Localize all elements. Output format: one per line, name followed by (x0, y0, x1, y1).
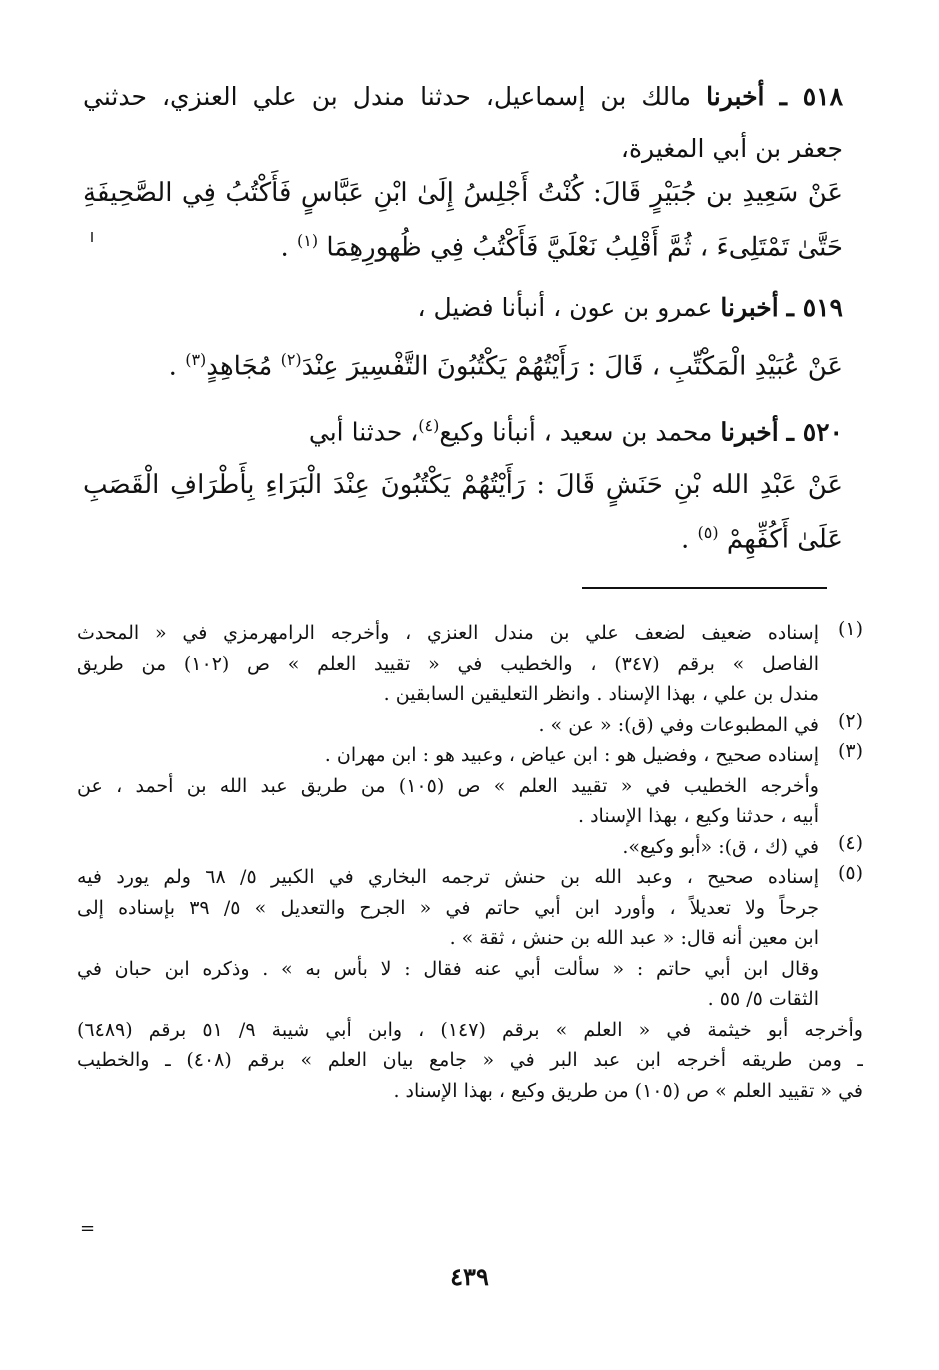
footnote-ref: (٤) (418, 416, 440, 436)
footnote-line: مندل بن علي ، بهذا الإسناد . وانظر التعليقين السابقين . (383, 683, 819, 705)
lead-word: أخبرنا (720, 417, 779, 447)
hadith-number: ٥١٩ ـ (786, 292, 843, 322)
footnote-line: ابن معين أنه قال: « عبد الله بن حنش ، ثقة » . (449, 927, 819, 949)
matn-text: عَنْ عُبَيْدِ الْمَكْتِّبِ ، قَالَ : رَأَيْتُهُمْ يَكْتُبُونَ التَّفْسِيرَ عِنْدَ (301, 351, 843, 382)
matn-end: . (280, 232, 297, 263)
footnote-line: إسناده صحيح ، وفضيل هو : ابن عياض ، وعبيد هو : ابن مهران . (324, 744, 819, 766)
matn-text: مُجَاهِدٍ (206, 351, 281, 382)
footnote-line: أبيه ، حدثنا وكيع ، بهذا الإسناد . (578, 805, 819, 827)
footnote-line: وأخرجه أبو خيثمة في « العلم » برقم (١٤٧) ، وابن أبي شيبة ٩/ ٥١ برقم (٦٤٨٩) (77, 1018, 863, 1041)
footnote-3 (77, 740, 863, 832)
hadith-518 (83, 82, 843, 263)
footnote-number: (٥) (837, 862, 863, 884)
hadith-number: ٥٢٠ ـ (786, 417, 843, 447)
footnote-line: إسناده ضعيف لضعف علي بن مندل العنزي ، وأخرجه الرامهرمزي في « المحدث (77, 622, 819, 644)
footnote-ref: (٥) (697, 522, 719, 542)
footnote-2 (77, 710, 863, 741)
isnad-text: ، حدثنا أبي (308, 417, 419, 447)
continuation-mark: = (80, 1218, 96, 1239)
matn-end: . (681, 524, 698, 555)
isnad-text: مالك بن إسماعيل، حدثنا مندل بن علي العنزي، حدثني (83, 82, 692, 111)
hadith-text (83, 82, 843, 554)
isnad-line (83, 82, 843, 112)
footnote-4 (77, 832, 863, 863)
matn-end: . (168, 351, 186, 382)
lead-word: أخبرنا (720, 292, 779, 322)
footnote-line: في « تقييد العلم » ص (١٠٥) من طريق وكيع ، بهذا الإسناد . (393, 1079, 863, 1102)
footnote-5-continued (77, 954, 863, 1107)
footnote-number: (٤) (837, 831, 863, 854)
matn-line (83, 518, 843, 555)
matn-text: حَتَّىٰ تَمْتَلِىءَ ، ثُمَّ أَقْلِبُ نَعْلَيَّ فَأَكْتُبُ فِي ظُهورِهِمَا (326, 232, 843, 263)
hadith-519 (83, 293, 843, 382)
isnad-line (83, 293, 843, 323)
footnote-line: وأخرجه الخطيب في « تقييد العلم » ص (١٠٥) من طريق عبد الله بن أحمد ، عن (77, 774, 819, 797)
footnote-line: وقال ابن أبي حاتم : « سألت أبي عنه فقال : لا بأس به » . وذكره ابن حبان في (77, 957, 819, 980)
hadith-number: ٥١٨ ـ (779, 82, 844, 111)
isnad-line (83, 411, 843, 447)
footnote-line: في المطبوعات وفي (ق): « عن » . (538, 713, 819, 736)
matn-line: عَنْ عَبْدِ الله بْنِ حَنَشٍ قَالَ : رَأَيْتُهُمْ يَكْتُبُونَ عِنْدَ الْبَرَاءِ بِأَطْرَافِ الْقَصَبِ (83, 469, 843, 500)
isnad-text: محمد بن سعيد ، أنبأنا وكيع (439, 417, 713, 447)
footnote-line: في (ك ، ق): «أبو وكيع». (622, 835, 819, 858)
footnote-line: إسناده صحيح ، وعبد الله بن حنش ترجمه البخاري في الكبير ٥/ ٦٨ ولم يورد فيه (77, 866, 819, 888)
footnote-ref: (٢) (280, 349, 302, 369)
footnotes (77, 618, 863, 1106)
footnote-line: الثقات ٥/ ٥٥ . (707, 988, 819, 1010)
footnote-number: (١) (837, 618, 863, 640)
matn-line (83, 226, 843, 263)
lead-word: أخبرنا (706, 82, 765, 111)
matn-text: عَلَىٰ أَكُفِّهِمْ (726, 524, 843, 555)
margin-mark (91, 232, 93, 242)
isnad-line: جعفر بن أبي المغيرة، (620, 134, 843, 163)
page-number: ٤٣٩ (450, 1262, 489, 1291)
footnote-number: (٢) (837, 709, 863, 732)
matn-line: عَنْ سَعِيدِ بن جُبَيْرٍ قَالَ: كُنْتُ أَجْلِسُ إِلَىٰ ابْنِ عَبَّاسٍ فَأَكْتُبُ فِي الصَّحِيفَةِ (83, 178, 843, 208)
footnote-ref: (٣) (185, 349, 207, 369)
footnote-separator (582, 587, 827, 589)
isnad-text: عمرو بن عون ، أنبأنا فضيل ، (417, 292, 713, 322)
footnote-5 (77, 862, 863, 954)
footnote-line: الفاصل » برقم (٣٤٧) ، والخطيب في « تقييد العلم » ص (١٠٢) من طريق (77, 652, 819, 675)
footnote-ref: (١) (297, 231, 319, 250)
matn-line (83, 345, 843, 382)
footnote-line: ـ ومن طريقه أخرجه ابن عبد البر في « جامع بيان العلم » برقم (٤٠٨) ـ والخطيب (77, 1049, 863, 1071)
hadith-520 (83, 411, 843, 554)
footnote-number: (٣) (837, 740, 863, 762)
footnote-line: جرحاً ولا تعديلاً ، وأورد ابن أبي حاتم في « الجرح والتعديل » ٥/ ٣٩ بإسناده إلى (77, 896, 819, 919)
footnote-1 (77, 618, 863, 710)
